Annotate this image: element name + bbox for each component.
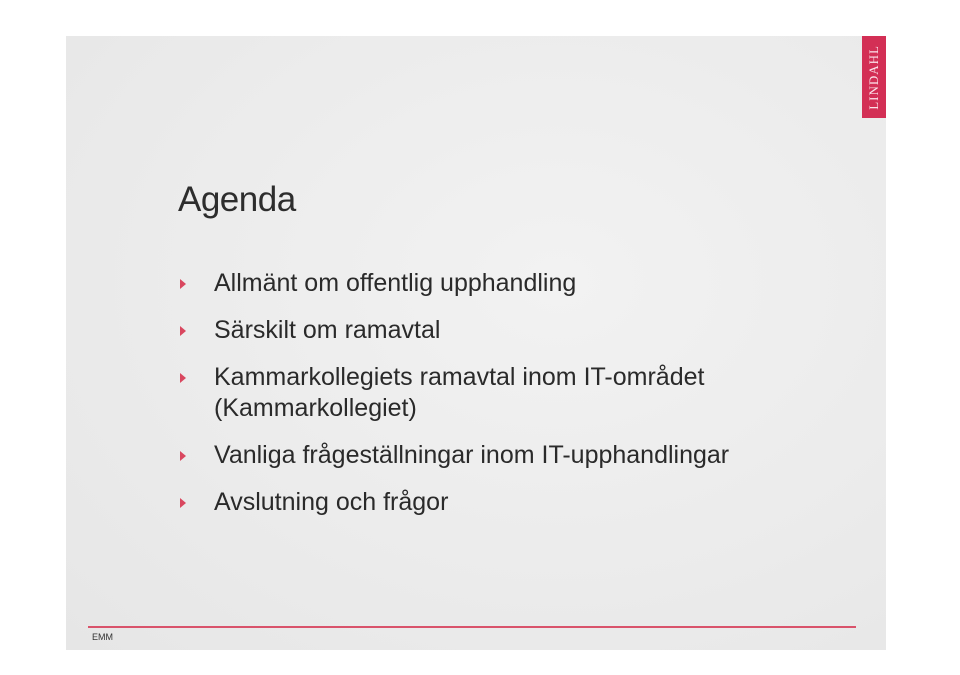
agenda-item-label: Allmänt om offentlig upphandling — [214, 269, 577, 297]
footer-divider — [88, 626, 856, 628]
agenda-item-label: Avslutning och frågor — [214, 488, 449, 516]
triangle-right-icon — [180, 326, 186, 336]
agenda-item — [178, 487, 858, 518]
agenda-item — [178, 268, 858, 299]
triangle-right-icon — [180, 451, 186, 461]
agenda-item-label: Kammarkollegiets ramavtal inom IT-området (Kammarkollegiet) — [214, 363, 705, 422]
agenda-list — [178, 268, 858, 534]
triangle-right-icon — [180, 498, 186, 508]
agenda-item — [178, 315, 858, 346]
agenda-item-label: Särskilt om ramavtal — [214, 316, 441, 344]
agenda-item — [178, 440, 858, 471]
slide-title: Agenda — [178, 180, 296, 219]
agenda-item-label: Vanliga frågeställningar inom IT-upphandlingar — [214, 441, 730, 469]
footer-label: EMM — [92, 632, 113, 642]
triangle-right-icon — [180, 279, 186, 289]
logo-text: LINDAHL — [866, 44, 881, 110]
triangle-right-icon — [180, 373, 186, 383]
agenda-item — [178, 362, 858, 424]
lindahl-logo — [862, 36, 886, 118]
